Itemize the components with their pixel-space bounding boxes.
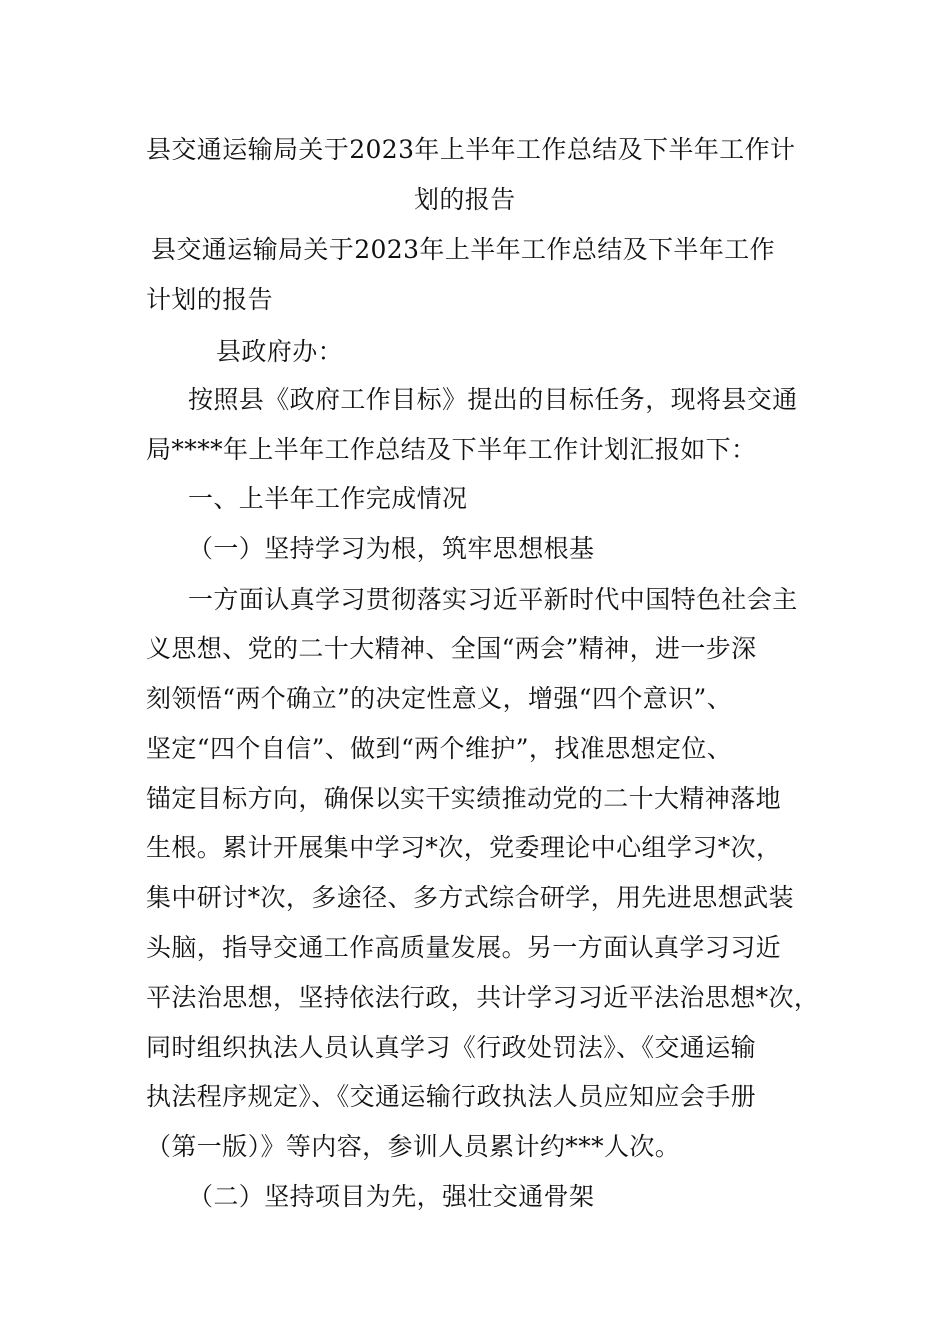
repeat-title-line-1: 县交通运输局关于2023年上半年工作总结及下半年工作 xyxy=(151,235,776,264)
body-line-5: 锚定目标方向，确保以实干实绩推动党的二十大精神落地 xyxy=(146,784,782,813)
body-line-12: （第一版）》等内容，参训人员累计约***人次。 xyxy=(146,1132,681,1161)
body-line-10: 同时组织执法人员认真学习《行政处罚法》、《交通运输 xyxy=(146,1033,757,1062)
subsection-2-heading: （二）坚持项目为先，强壮交通骨架 xyxy=(188,1182,595,1211)
body-line-9: 平法治思想，坚持依法行政，共计学习习近平法治思想*次， xyxy=(146,983,820,1012)
intro-line-1: 按照县《政府工作目标》提出的目标任务，现将县交通 xyxy=(188,385,798,414)
addressee: 县政府办： xyxy=(216,337,344,366)
document-title-line-1: 县交通运输局关于2023年上半年工作总结及下半年工作计 xyxy=(146,135,796,164)
subsection-1-heading: （一）坚持学习为根，筑牢思想根基 xyxy=(188,534,595,563)
repeat-title-line-2: 计划的报告 xyxy=(146,285,274,314)
intro-line-2: 局****年上半年工作总结及下半年工作计划汇报如下： xyxy=(146,435,757,464)
body-line-1: 一方面认真学习贯彻落实习近平新时代中国特色社会主 xyxy=(188,585,798,614)
body-line-11: 执法程序规定》、《交通运输行政执法人员应知应会手册 xyxy=(146,1082,757,1111)
body-line-7: 集中研讨*次，多途径、多方式综合研学，用先进思想武装 xyxy=(146,883,794,912)
section-1-heading: 一、上半年工作完成情况 xyxy=(188,484,468,513)
body-line-2: 义思想、党的二十大精神、全国“两会”精神，进一步深 xyxy=(146,634,757,663)
body-line-6: 生根。累计开展集中学习*次，党委理论中心组学习*次， xyxy=(146,833,782,862)
body-line-8: 头脑，指导交通工作高质量发展。另一方面认真学习习近 xyxy=(146,933,782,962)
document-title-line-2: 划的报告 xyxy=(414,185,516,214)
body-line-3: 刻领悟“两个确立”的决定性意义，增强“四个意识”、 xyxy=(146,684,733,713)
body-line-4: 坚定“四个自信”、做到“两个维护”，找准思想定位、 xyxy=(146,734,733,763)
